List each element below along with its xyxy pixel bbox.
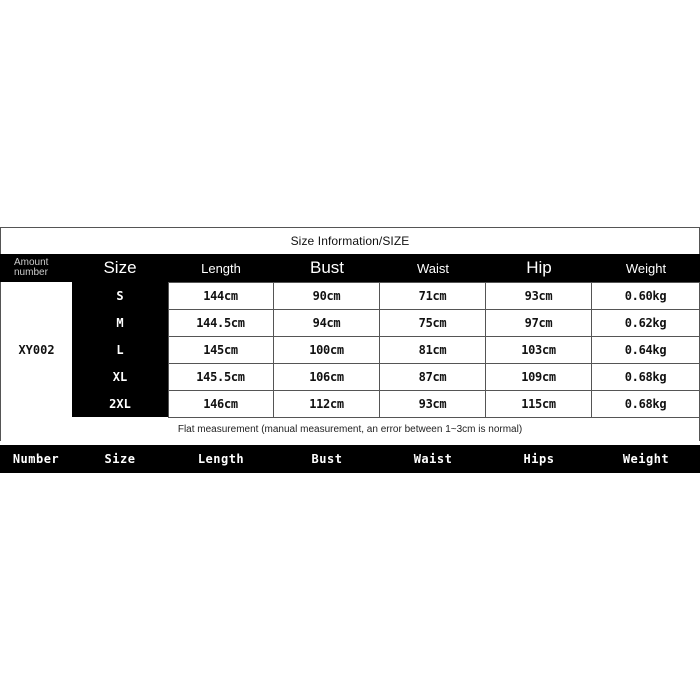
size-label: XL — [112, 369, 128, 384]
cell-length: 145cm — [168, 337, 274, 364]
bottom-header-number: Number — [12, 452, 60, 466]
cell-length: 145.5cm — [168, 364, 274, 391]
cell-hip: 109cm — [486, 364, 592, 391]
size-label: M — [116, 315, 124, 330]
bottom-header-bust: Bust — [311, 452, 343, 466]
cell-length: 144cm — [168, 283, 274, 310]
bottom-header-length: Length — [197, 452, 245, 466]
cell-hip: 97cm — [486, 310, 592, 337]
bottom-header-hips: Hips — [523, 452, 555, 466]
cell-hip: 103cm — [486, 337, 592, 364]
size-label: L — [116, 342, 124, 357]
size-chart-title: Size Information/SIZE — [0, 227, 700, 254]
model-number: XY002 — [0, 282, 72, 417]
size-table-header — [0, 254, 700, 282]
header-size: Size — [103, 258, 137, 277]
cell-waist: 87cm — [380, 364, 486, 391]
size-label: S — [116, 288, 124, 303]
cell-waist: 93cm — [380, 391, 486, 418]
cell-weight: 0.68kg — [592, 391, 700, 418]
cell-waist: 75cm — [380, 310, 486, 337]
cell-bust: 90cm — [274, 283, 380, 310]
header-hip: Hip — [526, 258, 552, 277]
cell-bust: 100cm — [274, 337, 380, 364]
cell-bust: 106cm — [274, 364, 380, 391]
bottom-header-weight: Weight — [622, 452, 670, 466]
cell-length: 146cm — [168, 391, 274, 418]
cell-hip: 93cm — [486, 283, 592, 310]
measurement-note: Flat measurement (manual measurement, an error between 1~3cm is normal) — [0, 417, 700, 441]
cell-weight: 0.64kg — [592, 337, 700, 364]
header-bust: Bust — [309, 258, 345, 277]
header-amount-number: Amount number — [14, 257, 49, 278]
size-label: 2XL — [109, 396, 131, 411]
bottom-size-header — [0, 445, 700, 473]
cell-length: 144.5cm — [168, 310, 274, 337]
cell-waist: 71cm — [380, 283, 486, 310]
header-length: Length — [201, 260, 241, 276]
bottom-header-size: Size — [104, 452, 136, 466]
cell-weight: 0.62kg — [592, 310, 700, 337]
cell-bust: 94cm — [274, 310, 380, 337]
cell-waist: 81cm — [380, 337, 486, 364]
bottom-header-waist: Waist — [413, 452, 453, 466]
size-column — [72, 282, 168, 417]
header-waist: Waist — [416, 260, 450, 276]
cell-bust: 112cm — [274, 391, 380, 418]
cell-weight: 0.60kg — [592, 283, 700, 310]
header-weight: Weight — [625, 260, 667, 276]
cell-hip: 115cm — [486, 391, 592, 418]
cell-weight: 0.68kg — [592, 364, 700, 391]
